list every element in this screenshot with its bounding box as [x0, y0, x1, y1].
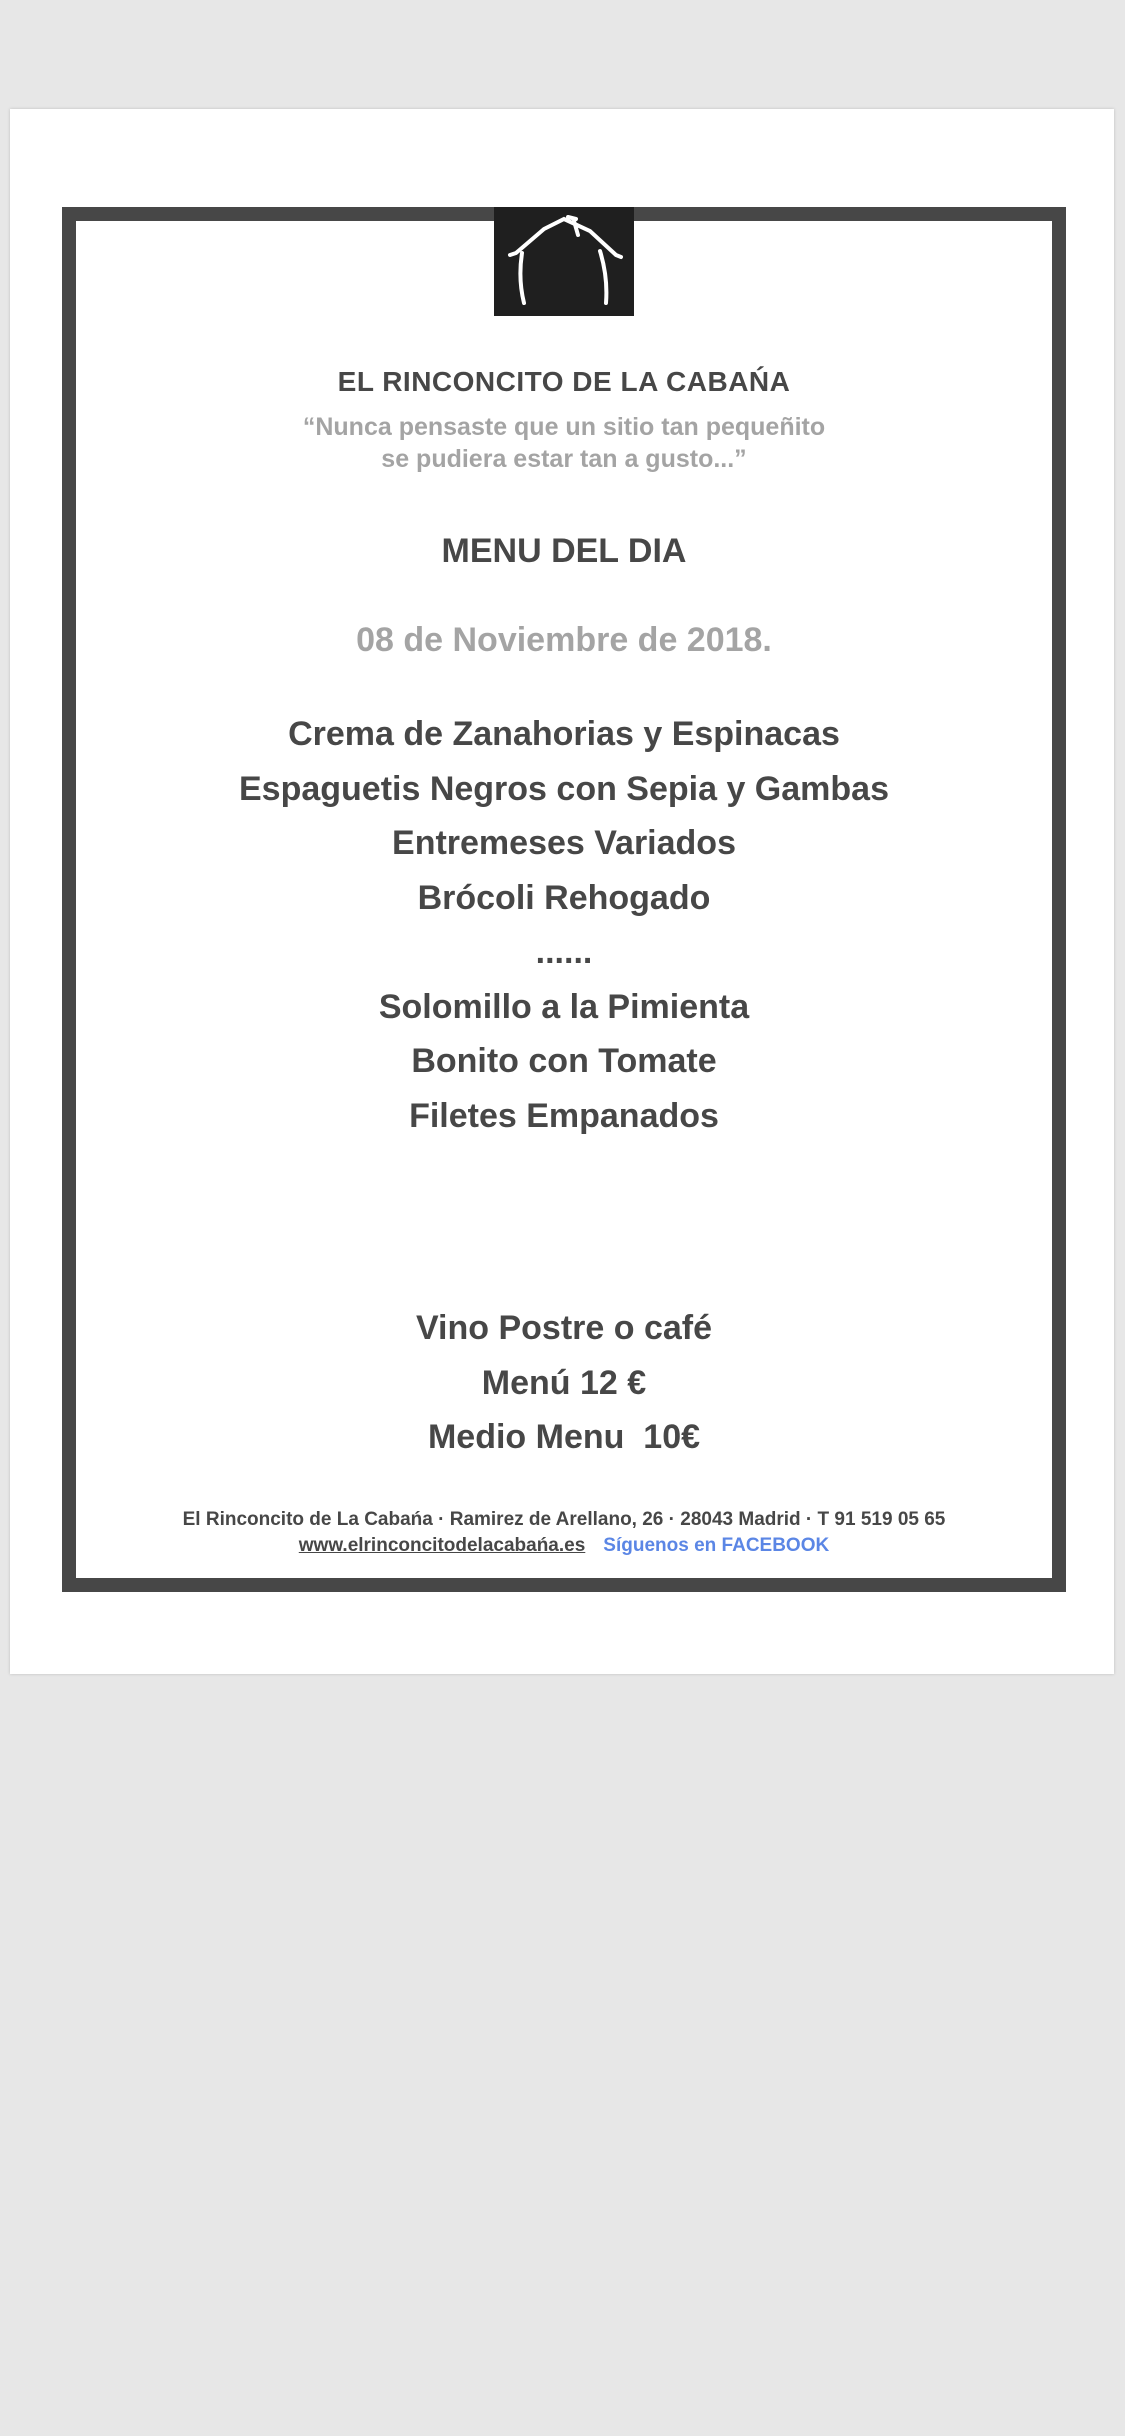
dish-item: Crema de Zanahorias y Espinacas [288, 715, 840, 753]
footer-address: El Rinconcito de La Cabańa · Ramirez de Arellano, 26 · 28043 Madrid · T 91 519 05 65 [182, 1509, 946, 1530]
footer-links [76, 1533, 1052, 1559]
price-item: Medio Menu 10€ [427, 1418, 701, 1456]
dish-item: Brócoli Rehogado [417, 878, 711, 917]
menu-date: 08 de Noviembre de 2018. [356, 621, 772, 659]
tagline [76, 411, 1052, 475]
dish-item: Bonito con Tomate [411, 1042, 717, 1080]
tagline-line-2: se pudiera estar tan a gusto...” [381, 445, 747, 473]
extras-list [76, 1301, 1052, 1465]
extras-item: Vino Postre o café [415, 1309, 713, 1347]
facebook-link[interactable]: Síguenos en FACEBOOK [603, 1535, 830, 1556]
house-icon [494, 207, 634, 316]
dish-item: Solomillo a la Pimienta [378, 987, 750, 1026]
dish-item: Espaguetis Negros con Sepia y Gambas [238, 769, 889, 808]
price-item: Menú 12 € [481, 1363, 647, 1402]
menu-frame [62, 207, 1066, 1592]
footer [76, 1507, 1052, 1559]
course-separator: ...... [535, 933, 593, 971]
menu-page [10, 109, 1114, 1674]
tagline-line-1: “Nunca pensaste que un sitio tan pequeñito [302, 413, 826, 441]
dish-item: Filetes Empanados [409, 1096, 719, 1135]
dish-list [76, 707, 1052, 1143]
dish-item: Entremeses Variados [392, 824, 736, 862]
menu-title: MENU DEL DIA [441, 532, 687, 570]
restaurant-name: EL RINCONCITO DE LA CABAŃA [337, 366, 791, 397]
website-link[interactable]: www.elrinconcitodelacabańa.es [298, 1535, 586, 1556]
